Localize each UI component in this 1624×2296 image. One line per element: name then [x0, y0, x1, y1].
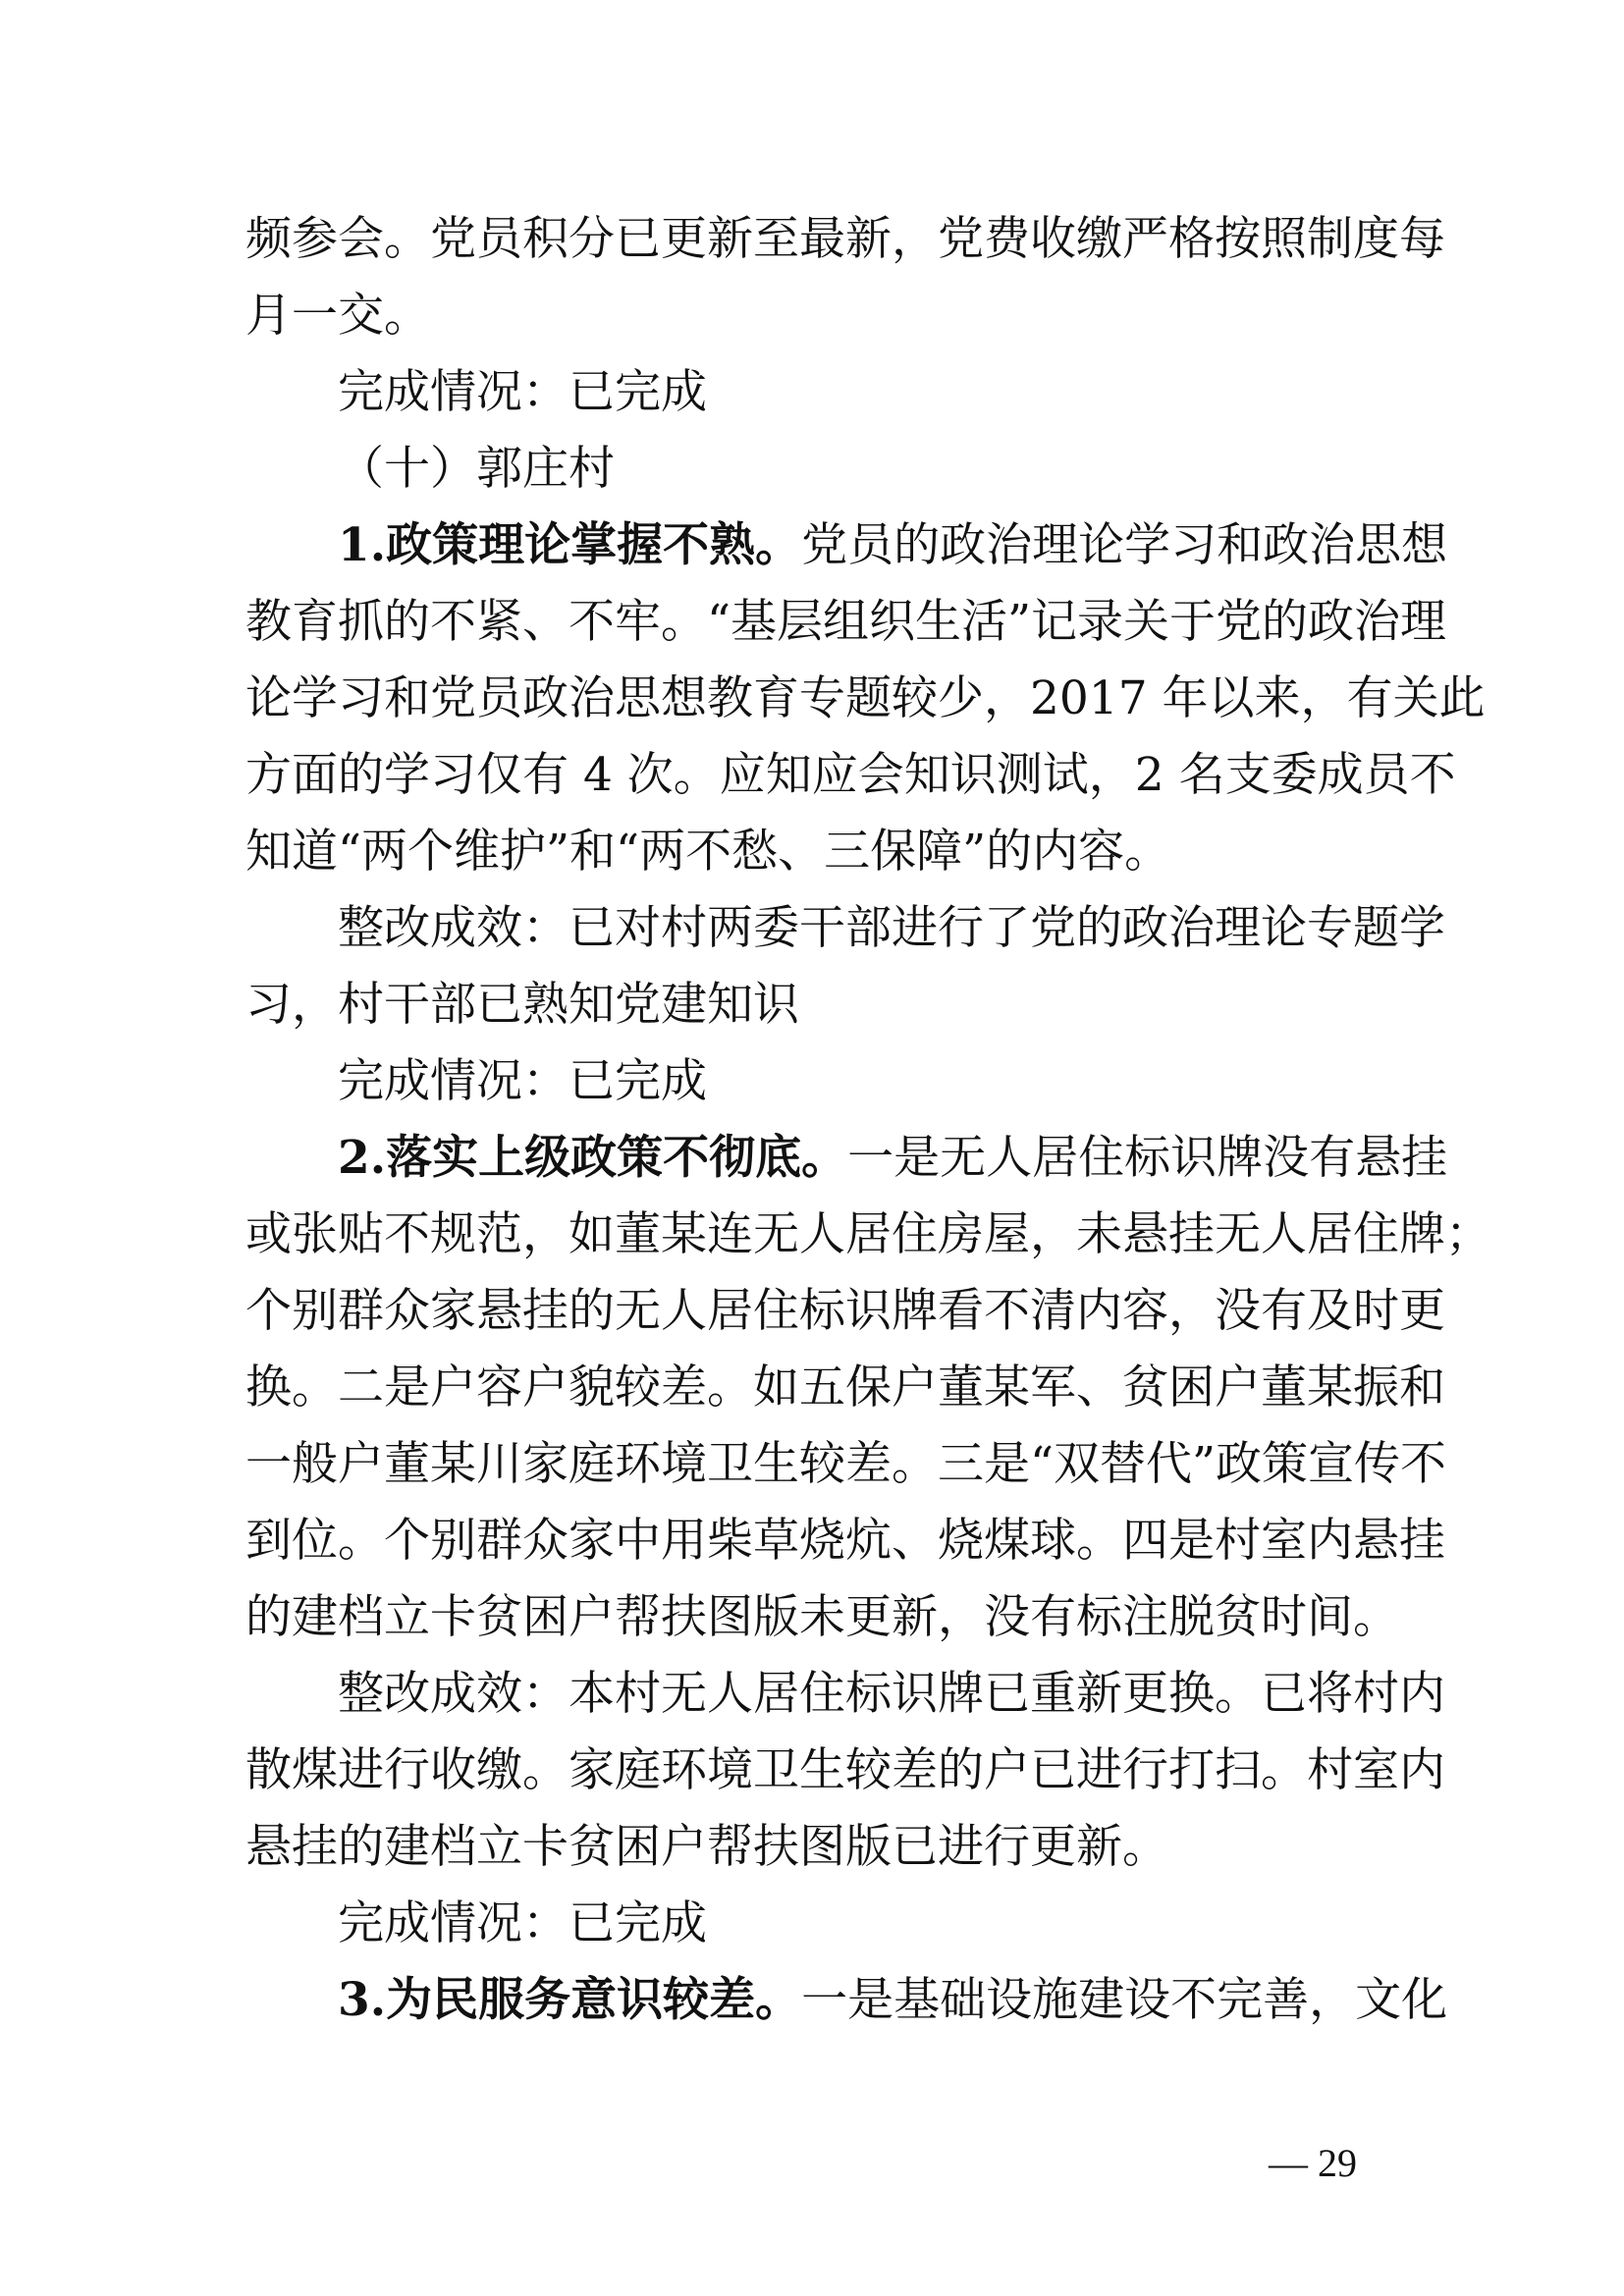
issue-text: 一是无人居住标识牌没有悬挂	[847, 1131, 1448, 1185]
paragraph-line: 的建档立卡贫困户帮扶图版未更新，没有标注脱贫时间。	[245, 1590, 1399, 1644]
paragraph-line: 频参会。党员积分已更新至最新，党费收缴严格按照制度每	[245, 212, 1445, 266]
paragraph-line: 散煤进行收缴。家庭环境卫生较差的户已进行打扫。村室内	[245, 1743, 1445, 1797]
page-number: — 29	[1269, 2141, 1357, 2185]
paragraph-line: 个别群众家悬挂的无人居住标识牌看不清内容，没有及时更	[245, 1284, 1445, 1338]
issue-text: 一是基础设施建设不完善，文化	[801, 1973, 1448, 2027]
issue-text: 党员的政治理论学习和政治思想	[801, 518, 1448, 572]
paragraph-line: 论学习和党员政治思想教育专题较少，2017 年以来，有关此	[245, 671, 1486, 725]
paragraph-line: 一般户董某川家庭环境卫生较差。三是“双替代”政策宣传不	[245, 1437, 1447, 1491]
paragraph-line: 月一交。	[245, 289, 430, 343]
paragraph-line: 悬挂的建档立卡贫困户帮扶图版已进行更新。	[245, 1820, 1168, 1874]
paragraph-line	[245, 1120, 1448, 1197]
completion-status: 完成情况：已完成	[338, 365, 707, 419]
paragraph-line: 或张贴不规范，如董某连无人居住房屋，未悬挂无人居住牌；	[245, 1207, 1491, 1261]
paragraph-line	[245, 1962, 1448, 2039]
paragraph-line	[245, 507, 1448, 584]
paragraph-line: 换。二是户容户貌较差。如五保户董某军、贫困户董某振和	[245, 1361, 1445, 1415]
completion-status: 完成情况：已完成	[338, 1054, 707, 1108]
rectification-result: 整改成效：已对村两委干部进行了党的政治理论专题学	[338, 901, 1445, 955]
issue-heading-3: 3.为民服务意识较差。	[338, 1973, 802, 2027]
rectification-result: 整改成效：本村无人居住标识牌已重新更换。已将村内	[338, 1667, 1445, 1721]
paragraph-line: 教育抓的不紧、不牢。“基层组织生活”记录关于党的政治理	[245, 595, 1447, 649]
issue-heading-2: 2.落实上级政策不彻底。	[338, 1131, 848, 1185]
body-text	[245, 201, 1491, 2039]
section-heading-guozhuang: （十）郭庄村	[338, 442, 615, 496]
paragraph-line: 习，村干部已熟知党建知识	[245, 978, 799, 1032]
completion-status: 完成情况：已完成	[338, 1896, 707, 1950]
issue-heading-1: 1.政策理论掌握不熟。	[338, 518, 802, 572]
paragraph-line: 方面的学习仅有 4 次。应知应会知识测试，2 名支委成员不	[245, 748, 1456, 802]
paragraph-line: 知道“两个维护”和“两不愁、三保障”的内容。	[245, 825, 1171, 879]
paragraph-line: 到位。个别群众家中用柴草烧炕、烧煤球。四是村室内悬挂	[245, 1514, 1445, 1568]
